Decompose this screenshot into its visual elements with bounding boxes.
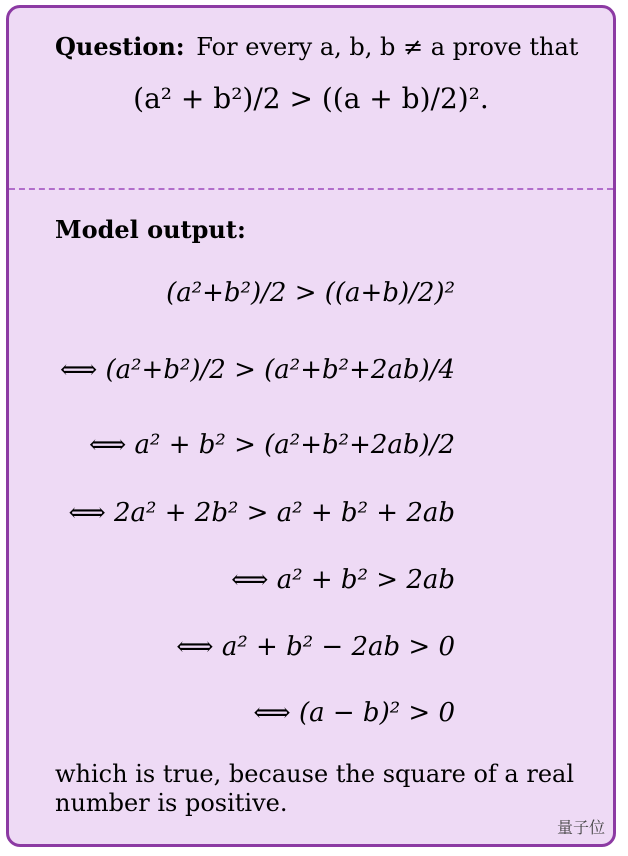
equation-step-6: ⟺ a² + b² − 2ab > 0 [176,632,455,662]
equation-step-7: ⟺ (a − b)² > 0 [253,698,455,728]
content-card [6,5,616,847]
question-row [55,32,578,61]
equation-step-2: ⟺ (a²+b²)/2 > (a²+b²+2ab)/4 [59,355,455,385]
equation-step-3: ⟺ a² + b² > (a²+b²+2ab)/2 [89,430,455,460]
conclusion-text: which is true, because the square of a real number is positive. [55,760,575,817]
equation-step-1: (a²+b²)/2 > ((a+b)/2)² [166,278,455,308]
section-divider [9,188,613,190]
model-output-label: Model output: [55,215,246,244]
question-label: Question: [55,32,185,61]
equation-step-5: ⟺ a² + b² > 2ab [231,565,455,595]
question-text: For every a, b, b ≠ a prove that [196,33,579,61]
equation-step-4: ⟺ 2a² + 2b² > a² + b² + 2ab [68,498,455,528]
watermark: 量子位 [556,818,605,837]
question-formula: (a² + b²)/2 > ((a + b)/2)². [133,82,489,115]
